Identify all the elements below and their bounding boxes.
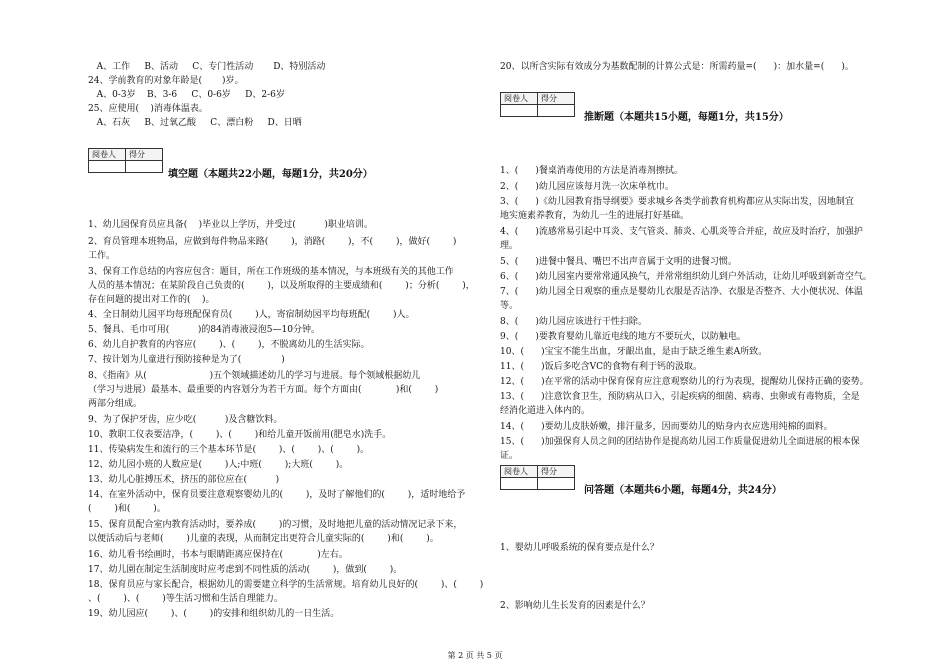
left-lines-line: A、石灰 B、过氧乙酸 C、漂白粉 D、日晒 <box>88 118 302 128</box>
judge-lines-line: 12、( )在平常的活动中保育保育应注意观察幼儿的行为表现，提醒幼儿保持正确的姿势。 <box>500 377 869 387</box>
fill-section-title: 填空题（本题共22小题，每题1分，共20分） <box>168 169 373 180</box>
fill-lines-line: 9、为了保护牙齿，应少吃( )及含糖饮料。 <box>88 415 283 425</box>
left-lines-line: 25、应使用( )消毒体温表。 <box>88 104 208 114</box>
fill-lines-line: 10、教职工仪表要洁净，( )、( )和给儿童开饭前用(肥皂水)洗手。 <box>88 430 392 440</box>
fill-lines-line: 、( )、( )等生活习惯和生活自理能力。 <box>88 594 283 604</box>
score-label: 得分 <box>538 93 575 105</box>
score-box-judge <box>500 92 575 117</box>
fill-lines-line: 人员的基本情况；在某阶段自己负责的( )，以及所取得的主要成绩和( )；分析( )， <box>88 281 475 291</box>
reviewer-label: 阅卷人 <box>501 466 538 478</box>
question-20: 20、以所含实际有效成分为基数配制的计算公式是：所需药量=( )：加水量=( )。 <box>500 62 854 72</box>
answer-lines-line: 1、婴幼儿呼吸系统的保育要点是什么？ <box>500 543 659 553</box>
score-box-answer <box>500 465 575 490</box>
judge-lines-line: 15、( )加强保育人员之间的团结协作是提高幼儿园工作质量促进幼儿全面进展的根本保 <box>500 437 860 447</box>
fill-lines-line: （学习与进展）最基本、最重要的内容划分为若干方面。每个方面由( )和( ) <box>88 385 439 395</box>
fill-lines-line: 11、传染病发生和流行的三个基本环节是( )、( )、( )。 <box>88 445 370 455</box>
judge-lines-line: 等。 <box>500 301 519 311</box>
judge-lines-line: 5、( )进餐中餐具、嘴巴不出声音属于文明的进餐习惯。 <box>500 257 737 267</box>
fill-lines-line: 12、幼儿园小班的人数应是( )人;中班( );大班( )。 <box>88 460 349 470</box>
judge-lines-line: 2、( )幼儿园应该每月洗一次床单枕巾。 <box>500 182 674 192</box>
fill-lines-line: 16、幼儿看书绘画时，书本与眼睛距离应保持在( )左右。 <box>88 550 348 560</box>
judge-lines-line: 6、( )幼儿园室内要常常通风换气，并常常组织幼儿到户外活动，让幼儿呼吸到新奇空气。 <box>500 272 872 282</box>
page-footer: 第 2 页 共 5 页 <box>447 651 503 660</box>
fill-lines-line: 以便活动后与老师( )儿童的表现，从而制定出更符合儿童实际的( )和( )。 <box>88 534 439 544</box>
fill-lines-line: 17、幼儿園在制定生活制度时应考虑到不同性质的活动( )，做到( )。 <box>88 565 403 575</box>
fill-lines-line: 工作。 <box>88 251 116 261</box>
left-lines-line: A、工作 B、活动 C、专门性活动 D、特别活动 <box>88 62 326 72</box>
left-lines-line: 24、学前教育的对象年龄是( )岁。 <box>88 76 244 86</box>
fill-lines-line: 存在问题的提出对工作的( )。 <box>88 295 215 305</box>
fill-lines-line: 两部分组成。 <box>88 399 143 409</box>
score-label: 得分 <box>126 149 163 161</box>
judge-lines-line: 9、( )要教育婴幼儿靠近电线的地方不要玩火，以防触电。 <box>500 332 746 342</box>
judge-lines-line: 7、( )幼儿园全日观察的重点是婴幼儿衣服是否洁净、衣服是否整齐、大小便状况、体温 <box>500 287 863 297</box>
judge-lines-line: 8、( )幼儿园应该进行干性扫除。 <box>500 317 647 327</box>
judge-lines-line: 10、( )宝宝不能生出血，牙龈出血，是由于缺乏维生素A所致。 <box>500 347 768 357</box>
judge-lines-line: 13、( )注意饮食卫生，预防病从口入，引起疾病的细菌、病毒、虫卵或有毒物质，全是 <box>500 392 860 402</box>
fill-lines-line: 19、幼儿园应( )、( )的安排和组织幼儿的一日生活。 <box>88 609 340 619</box>
judge-section-title: 推断题（本题共15小题，每题1分，共15分） <box>584 112 789 123</box>
fill-lines-line: 6、幼儿自护教育的内容应( )、( )，不脱离幼儿的生活实际。 <box>88 340 370 350</box>
fill-lines-line: 15、保育员配合室内教育活动时，要养成( )的习惯，及时地把儿童的活动情况记录下来， <box>88 520 463 530</box>
judge-lines-line: 3、( )《幼儿园教育指导纲要》要求城乡各类学前教育机构都应从实际出发，因地制宜 <box>500 197 854 207</box>
answer-lines-line: 2、影响幼儿生长发育的因素是什么？ <box>500 601 650 611</box>
judge-lines-line: 地实施素养教育，为幼儿一生的进展打好基础。 <box>500 211 690 221</box>
fill-lines-line: 4、全日制幼儿园平均每班配保育员( )人，寄宿制幼园平均每班配( )人。 <box>88 310 415 320</box>
fill-lines-line: 13、幼儿心脏搏压术，挤压的部位应在( ) <box>88 475 280 485</box>
fill-lines-line: 8、《指南》从( )五个领域描述幼儿的学习与进展。每个领域根据幼儿 <box>88 371 421 381</box>
judge-lines-line: 4、( )流感常易引起中耳炎、支气管炎、肺炎、心肌炎等合并症，故应及时治疗，加强护 <box>500 227 863 237</box>
fill-lines-line: 1、幼儿园保育员应具备( )毕业以上学历，并受过( )职业培训。 <box>88 220 373 230</box>
judge-lines-line: 11、( )饭后多吃含VC的食物有利于钙的汲取。 <box>500 362 703 372</box>
judge-lines-line: 证。 <box>500 451 519 461</box>
judge-lines-line: 14、( )要幼儿皮肤娇嫩，排汗量多，因而要幼儿的贴身内衣应选用纯棉的面料。 <box>500 422 833 432</box>
fill-lines-line: 14、在室外活动中，保育员要注意观察婴幼儿的( )，及时了解他们的( )，适时地给予 <box>88 490 466 500</box>
answer-section-title: 问答题（本题共6小题，每题4分，共24分） <box>584 485 782 496</box>
fill-lines-line: 2、育员管理本班物品，应做到每件物品来路( )，消路( )，不( )，做好( ) <box>88 237 457 247</box>
score-label: 得分 <box>538 466 575 478</box>
fill-lines-line: ( )和( )。 <box>88 504 166 514</box>
judge-lines-line: 理。 <box>500 241 519 251</box>
fill-lines-line: 18、保育员应与家长配合，根据幼儿的需要建立科学的生活常规。培育幼儿良好的( )、( ) <box>88 580 484 590</box>
fill-lines-line: 5、餐具、毛巾可用( )的84消毒液浸泡5—10分钟。 <box>88 325 320 335</box>
left-lines-line: A、0-3岁 B、3-6 C、0-6岁 D、2-6岁 <box>88 90 285 100</box>
judge-lines-line: 1、( )餐桌消毒使用的方法是消毒剂擦拭。 <box>500 166 683 176</box>
fill-lines-line: 7、按计划为儿童进行预防接种是为了( ) <box>88 355 285 365</box>
judge-lines-line: 经消化道进入体内的。 <box>500 406 591 416</box>
reviewer-label: 阅卷人 <box>89 149 126 161</box>
reviewer-label: 阅卷人 <box>501 93 538 105</box>
score-box-fill <box>88 148 163 173</box>
fill-lines-line: 3、保育工作总结的内容应包含：题目，所在工作班级的基本情况，与本班级有关的其他工作 <box>88 267 454 277</box>
